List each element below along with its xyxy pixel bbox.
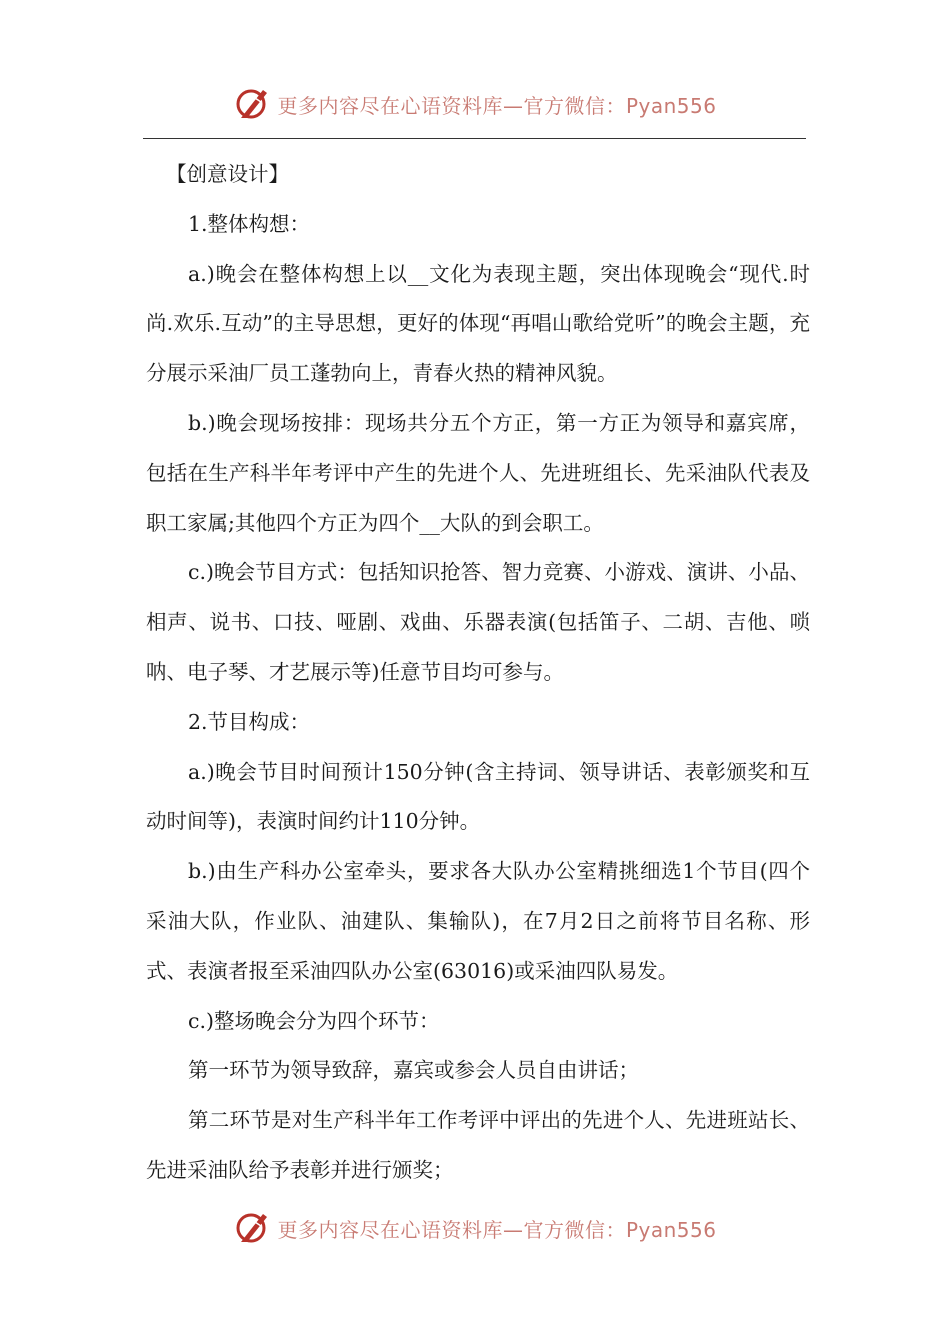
- paragraph: b.)由生产科办公室牵头，要求各大队办公室精挑细选1个节目(四个采油大队，作业队、油建队、集输队)，在7月2日之前将节目名称、形式、表演者报至采油四队办公室(63016)或采油四队易发。: [146, 859, 810, 983]
- paragraph: 第一环节为领导致辞，嘉宾或参会人员自由讲话；: [188, 1058, 639, 1083]
- header-banner: [0, 79, 950, 129]
- paragraph: c.)晚会节目方式：包括知识抢答、智力竞赛、小游戏、演讲、小品、相声、说书、口技、哑剧、戏曲、乐器表演(包括笛子、二胡、吉他、唢呐、电子琴、才艺展示等)任意节目均可参与。: [146, 560, 810, 684]
- subsection-heading: 1.整体构想：: [188, 211, 311, 236]
- footer-banner: [0, 1203, 950, 1253]
- paragraph: b.)晚会现场按排：现场共分五个方正，第一方正为领导和嘉宾席，包括在生产科半年考评中产生的先进个人、先进班组长、先采油队代表及职工家属;其他四个方正为四个__大队的到会职工。: [146, 410, 810, 535]
- footer-banner-text: 更多内容尽在心语资料库—官方微信：Pyan556: [277, 1217, 717, 1242]
- document-body: [146, 150, 810, 1196]
- section-heading: 【创意设计】: [166, 162, 289, 186]
- header-banner-text: 更多内容尽在心语资料库—官方微信：Pyan556: [277, 93, 717, 118]
- header-divider: [143, 138, 806, 139]
- paragraph: c.)整场晚会分为四个环节：: [188, 1008, 440, 1033]
- paragraph: a.)晚会在整体构想上以__文化为表现主题，突出体现晚会“现代.时尚.欢乐.互动”的主导思想，更好的体现“再唱山歌给党听”的晚会主题，充分展示采油厂员工蓬勃向上，青春火热的精神风貌。: [146, 261, 810, 386]
- paragraph: 第二环节是对生产科半年工作考评中评出的先进个人、先进班站长、先进采油队给予表彰并进行颁奖；: [146, 1108, 810, 1182]
- quill-pen-logo-icon: [233, 1208, 273, 1248]
- quill-pen-logo-icon: [233, 84, 273, 124]
- paragraph: a.)晚会节目时间预计150分钟(含主持词、领导讲话、表彰颁奖和互动时间等)，表演时间约计110分钟。: [146, 759, 810, 834]
- subsection-heading: 2.节目构成：: [188, 709, 311, 734]
